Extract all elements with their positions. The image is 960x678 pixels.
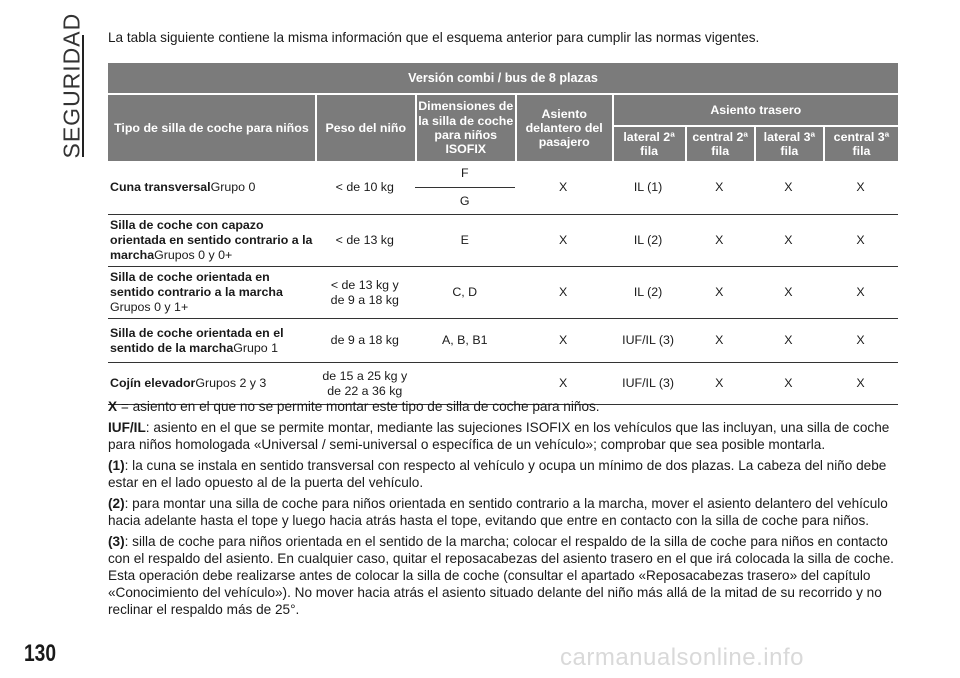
seat-type-name: Silla de coche orientada en sentido contrario a la marcha (110, 270, 283, 300)
peso-line-1: de 15 a 25 kg y (322, 368, 408, 383)
footnote (108, 419, 902, 453)
footnote (108, 533, 902, 618)
cell-lateral-3: X (754, 215, 823, 267)
footnote-text: = asiento en el que no se permite montar este tipo de silla de coche para niños. (117, 399, 600, 414)
dim-bottom: G (459, 194, 470, 208)
table-row (108, 161, 898, 215)
seat-group: Grupo 0 (210, 180, 256, 195)
dim-top: F (460, 166, 469, 181)
cell-dimensiones (415, 161, 515, 215)
footnote-key: X (108, 399, 118, 414)
footnote-key: IUF/IL (108, 420, 146, 435)
footnote-key: (1) (108, 458, 125, 473)
section-tab-label: SEGURIDAD (58, 12, 85, 159)
header-asiento-delantero: Asiento delantero del pasajero (515, 93, 612, 161)
seat-group: Grupos 0 y 1+ (110, 299, 189, 314)
table-row (108, 267, 898, 319)
cell-central-3: X (823, 215, 898, 267)
cell-central-2: X (685, 319, 754, 363)
seat-type-name: Cojín elevador (110, 376, 196, 391)
header-central-3: central 3ª fila (823, 125, 898, 161)
header-lateral-3: lateral 3ª fila (754, 125, 823, 161)
table-row (108, 215, 898, 267)
row-seat-type (108, 267, 315, 319)
section-tab (56, 12, 86, 165)
page-number: 130 (24, 640, 57, 667)
intro-text: La tabla siguiente contiene la misma información que el esquema anterior para cumplir las normas vigentes. (108, 30, 760, 45)
cell-lateral-2: IUF/IL (3) (612, 363, 685, 405)
peso-line-1: < de 13 kg y (330, 277, 399, 292)
cell-lateral-3: X (754, 319, 823, 363)
cell-lateral-2: IUF/IL (3) (612, 319, 685, 363)
cell-peso (315, 267, 415, 319)
cell-central-2: X (685, 161, 754, 215)
cell-central-3: X (823, 267, 898, 319)
header-central-2: central 2ª fila (685, 125, 754, 161)
row-seat-type (108, 319, 315, 363)
cell-peso: de 9 a 18 kg (315, 319, 415, 363)
cell-lateral-3: X (754, 363, 823, 405)
row-seat-type (108, 161, 315, 215)
footnote-key: (2) (108, 496, 125, 511)
footnote-key: (3) (108, 534, 125, 549)
seat-type-name: Silla de coche orientada en el sentido de la marcha (110, 325, 284, 355)
cell-central-3: X (823, 161, 898, 215)
header-dimensiones: Dimensiones de la silla de coche para niños ISOFIX (415, 93, 515, 161)
cell-dimensiones: C, D (415, 267, 515, 319)
header-asiento-trasero: Asiento trasero (612, 93, 898, 125)
peso-line-2: de 9 a 18 kg (330, 292, 399, 307)
cell-lateral-3: X (754, 161, 823, 215)
footnote-text: : la cuna se instala en sentido transversal con respecto al vehículo y ocupa un mínimo de dos plazas. La cabeza del niño debe estar en el lado opuesto al de la puerta del vehículo. (108, 458, 887, 490)
cell-dimensiones: E (415, 215, 515, 267)
cell-central-3: X (823, 319, 898, 363)
cell-delantero: X (515, 215, 612, 267)
cell-peso: < de 10 kg (315, 161, 415, 215)
footnote-text: : para montar una silla de coche para niños orientada en sentido contrario a la marcha, mover el asiento delantero del vehículo hacia adelante hasta el tope y luego hacia atrás hasta el tope, evitando que entre en contacto con la silla de coche para niños. (108, 496, 888, 528)
cell-central-2: X (685, 215, 754, 267)
cell-lateral-2: IL (2) (612, 267, 685, 319)
seat-group: Grupo 1 (233, 340, 279, 355)
cell-lateral-2: IL (2) (612, 215, 685, 267)
footnote-text: : silla de coche para niños orientada en el sentido de la marcha; colocar el respaldo de la silla de coche para niños en contacto con el respaldo del asiento. En cualquier caso, quitar el reposacabezas del asiento trasero en el que irá colocada la silla de coche. Esta operación debe realizarse antes de colocar la silla de coche (consultar el apartado «Reposacabezas trasero» del capítulo «Conocimiento del vehículo»). No mover hacia atrás el asiento situado delante del niño más allá de la mitad de su recorrido y no reclinar el respaldo más de 25°. (108, 534, 894, 617)
table-title: Versión combi / bus de 8 plazas (108, 63, 898, 93)
cell-delantero: X (515, 267, 612, 319)
cell-central-3: X (823, 363, 898, 405)
cell-delantero: X (515, 319, 612, 363)
table-row (108, 319, 898, 363)
divider-line (415, 187, 515, 188)
cell-peso: < de 13 kg (315, 215, 415, 267)
peso-line-2: de 22 a 36 kg (327, 383, 403, 398)
header-peso: Peso del niño (315, 93, 415, 161)
header-tipo: Tipo de silla de coche para niños (108, 93, 315, 161)
footnote-text: : asiento en el que se permite montar, mediante las sujeciones ISOFIX en los vehículos que las incluyan, una silla de coche para niños homologada «Universal / semi-universal o específica de un vehículo»; comprobar que sea posible montarla. (108, 420, 890, 452)
footnote (108, 457, 902, 491)
footnote (108, 398, 902, 415)
seat-group: Grupos 0 y 0+ (154, 247, 233, 262)
cell-dimensiones: A, B, B1 (415, 319, 515, 363)
watermark: carmanualsonline.info (560, 644, 804, 671)
child-seat-table (108, 63, 898, 405)
cell-delantero: X (515, 363, 612, 405)
seat-type-name: Cuna transversal (110, 180, 211, 195)
cell-delantero: X (515, 161, 612, 215)
cell-lateral-3: X (754, 267, 823, 319)
header-lateral-2: lateral 2ª fila (612, 125, 685, 161)
row-seat-type (108, 215, 315, 267)
cell-central-2: X (685, 267, 754, 319)
seat-group: Grupos 2 y 3 (195, 376, 267, 391)
footnotes (108, 398, 902, 622)
cell-central-2: X (685, 363, 754, 405)
cell-lateral-2: IL (1) (612, 161, 685, 215)
footnote (108, 495, 902, 529)
seat-type-name: Silla de coche con capazo orientada en sentido contrario a la marcha (110, 218, 313, 262)
